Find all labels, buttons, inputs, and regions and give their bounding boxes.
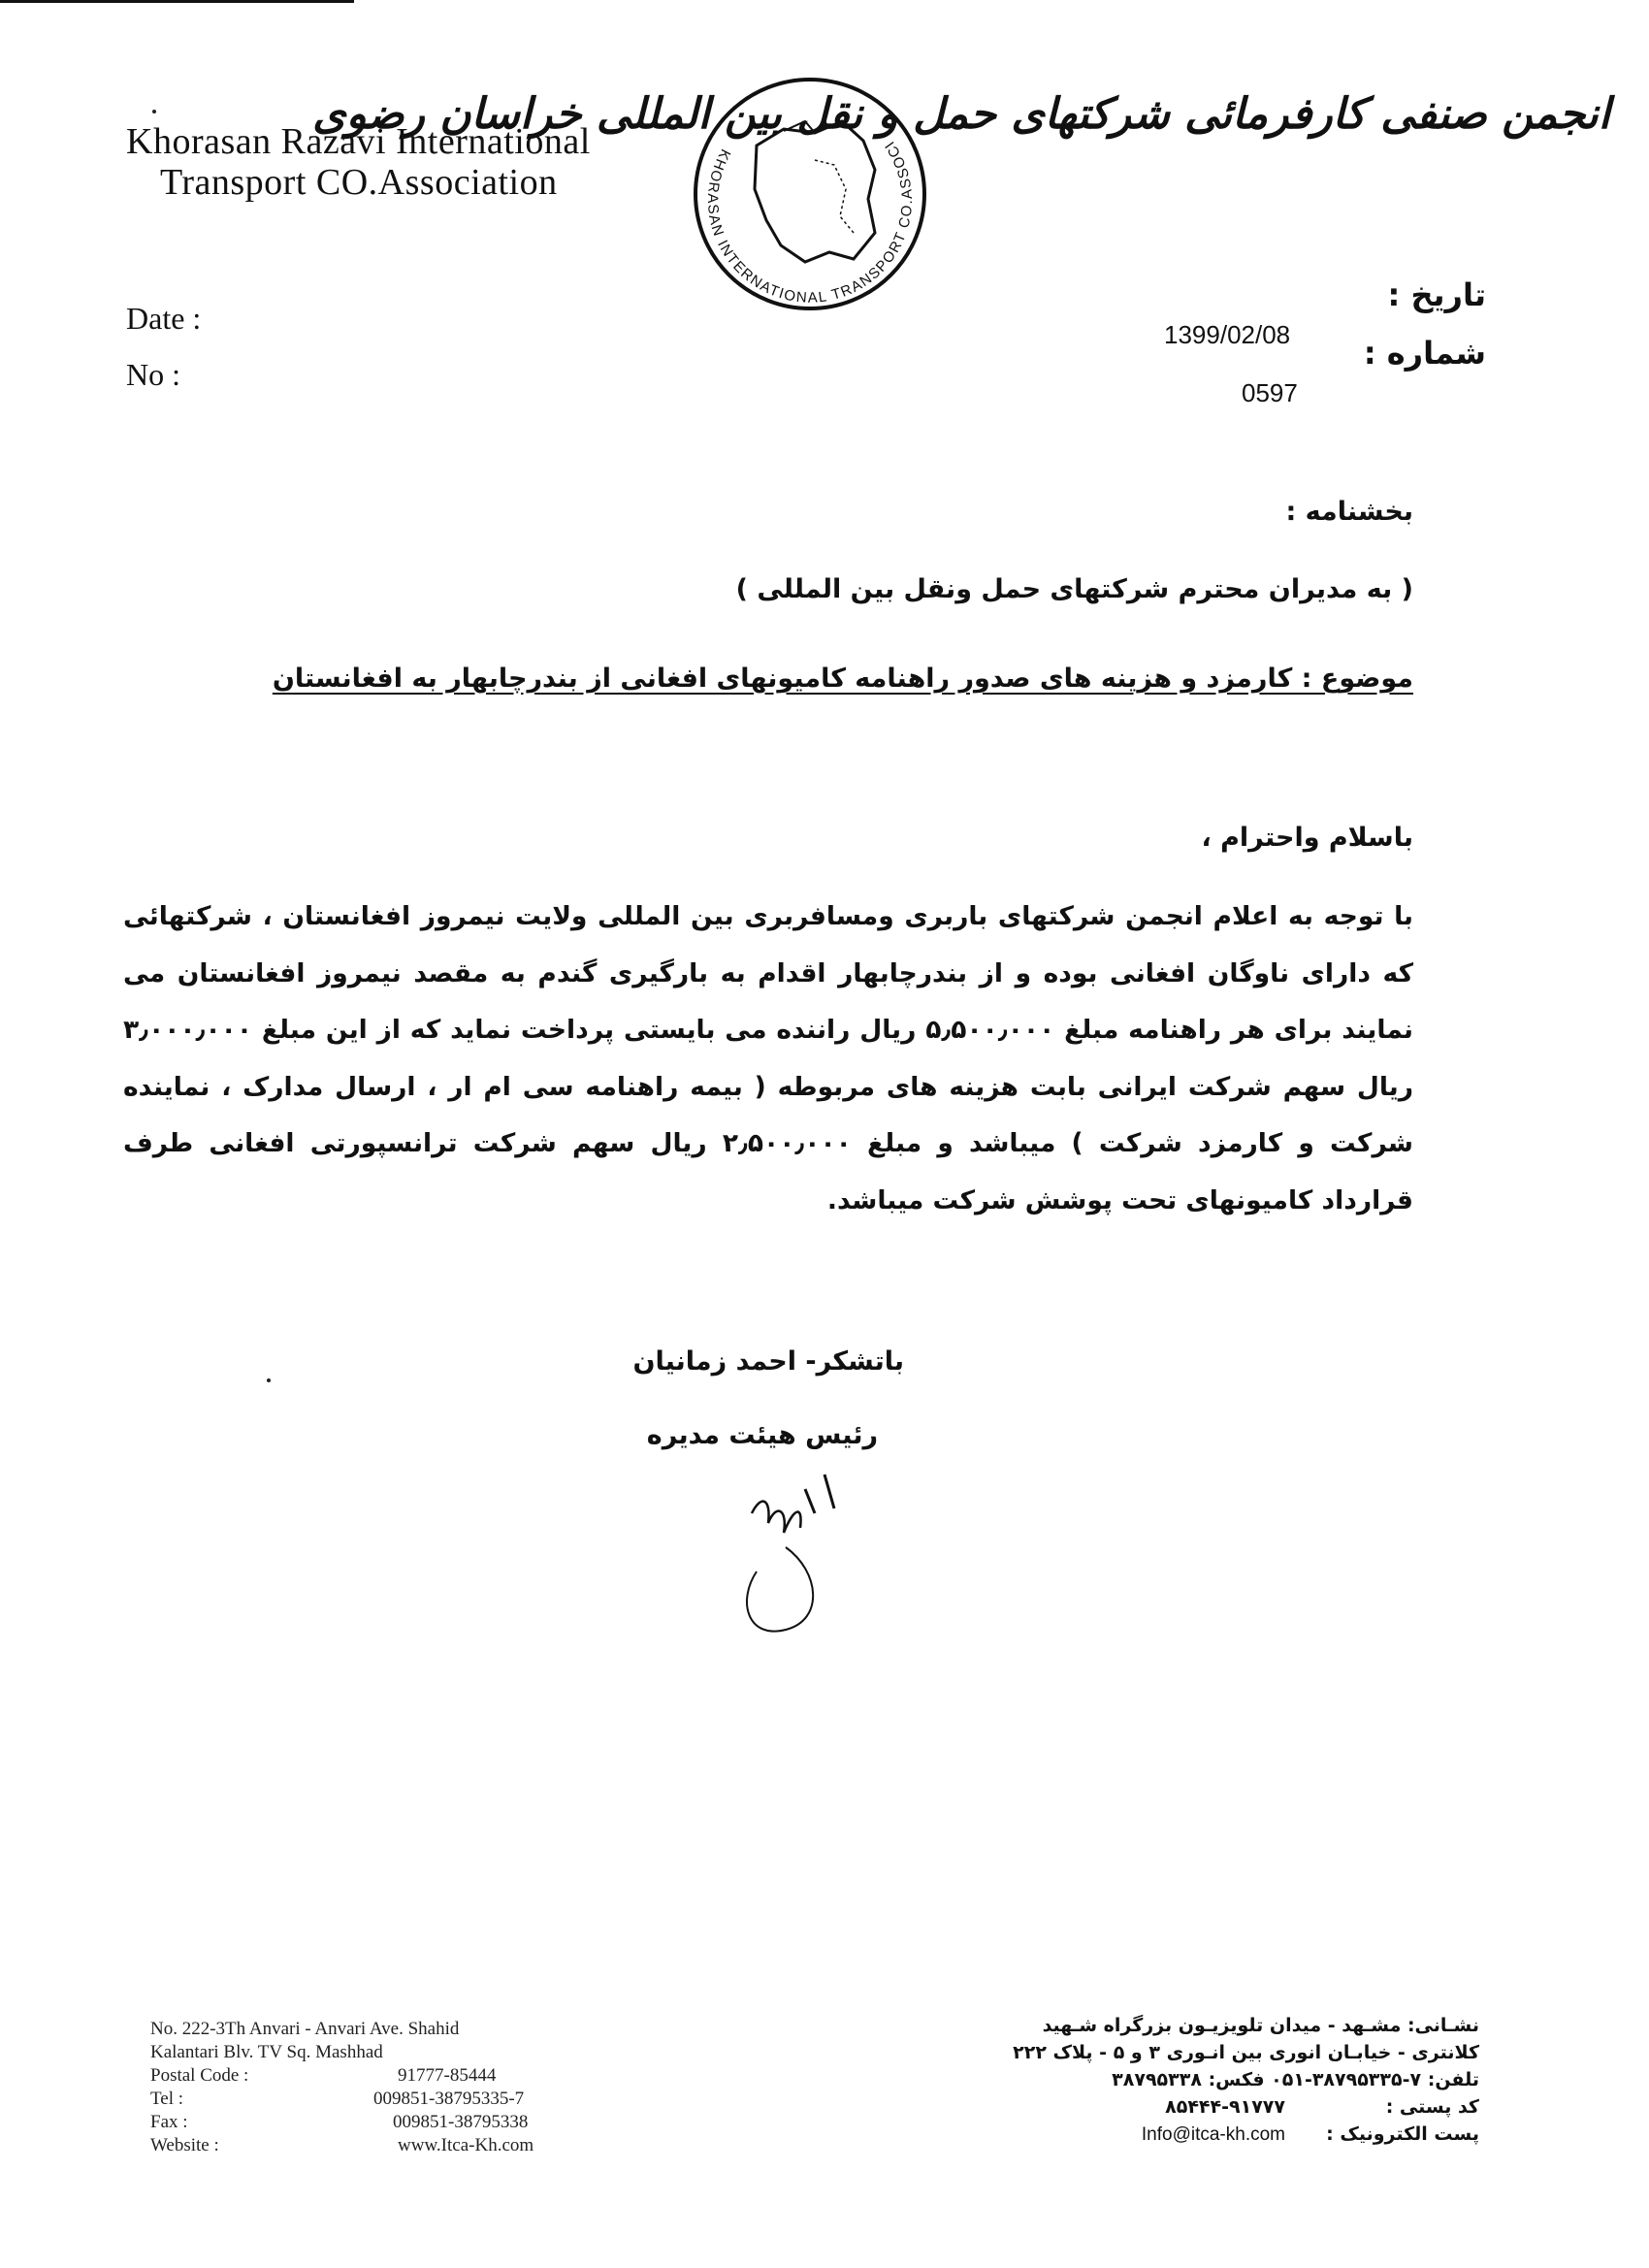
footer-website-row bbox=[150, 2134, 597, 2157]
postal-value: 91777-85444 bbox=[398, 2065, 497, 2086]
speck-mark bbox=[152, 110, 156, 113]
footer-address-fa-1: نشـانی: مشـهد - میدان تلویزیـون بزرگراه شـهید bbox=[1042, 2015, 1479, 2036]
org-name-en-line2: Transport CO.Association bbox=[160, 162, 558, 203]
subject-text: موضوع : کارمزد و هزینه های صدور راهنامه کامیونهای افغانی از بندرچابهار به افغانستان bbox=[272, 664, 1413, 694]
postal-label: Postal Code : bbox=[150, 2065, 249, 2086]
footer-phone-fa: تلفن: ۷-۳۸۷۹۵۳۳۵-۰۵۱ فکس: ۳۸۷۹۵۳۳۸ bbox=[1112, 2069, 1479, 2090]
footer-address-fa-2: کلانتری - خیابـان انوری بین انـوری ۳ و ۵ - پلاک ۲۲۲ bbox=[1013, 2042, 1479, 2063]
tel-label: Tel : bbox=[150, 2089, 184, 2109]
footer-postal-row bbox=[150, 2064, 597, 2088]
footer-address-en-1: No. 222-3Th Anvari - Anvari Ave. Shahid bbox=[150, 2019, 460, 2039]
postal-label-fa: کد پستی : bbox=[1385, 2096, 1479, 2118]
footer-email-fa-row bbox=[975, 2121, 1479, 2148]
footer-postal-fa-row bbox=[975, 2093, 1479, 2121]
website-label: Website : bbox=[150, 2135, 219, 2155]
website-link[interactable]: www.Itca-Kh.com bbox=[398, 2135, 534, 2155]
date-label-en: Date : bbox=[126, 301, 202, 336]
signatory-name: باتشکر- احمد زمانیان bbox=[632, 1346, 904, 1377]
tel-value: 009851-38795335-7 bbox=[373, 2089, 525, 2109]
number-label-en: No : bbox=[126, 357, 180, 392]
footer-contact-fa bbox=[975, 2012, 1479, 2148]
date-label-fa: تاریخ : bbox=[1387, 276, 1486, 313]
greeting: باسلام واحترام ، bbox=[1201, 823, 1413, 853]
signatory-role: رئیس هیئت مدیره bbox=[646, 1420, 878, 1450]
circular-heading: بخشنامه : bbox=[1285, 497, 1413, 527]
fax-value: 009851-38795338 bbox=[393, 2112, 529, 2132]
email-link[interactable]: Info@itca-kh.com bbox=[1141, 2124, 1285, 2145]
top-edge-line bbox=[0, 0, 354, 3]
footer-tel-row bbox=[150, 2088, 597, 2111]
speck-mark bbox=[267, 1378, 271, 1382]
org-name-fa: انجمن صنفی کارفرمائی شرکتهای حمل و نقل بین المللی خراسان رضوی bbox=[312, 89, 1610, 139]
fax-label: Fax : bbox=[150, 2112, 188, 2132]
number-label-fa: شماره : bbox=[1363, 335, 1486, 372]
footer-contact-en bbox=[150, 2018, 597, 2157]
date-value: 1399/02/08 bbox=[1164, 320, 1291, 349]
letter-body: با توجه به اعلام انجمن شرکتهای باربری ومسافربری بین المللی ولایت نیمروز افغانستان ، شرکتهائی که دارای ناوگان افغانی بوده و از بندرچابهار اقدام به بارگیری گندم به مقصد نیمروز افغانستان می نمایند برای هر راهنامه مبلغ ۵٫۵۰۰٫۰۰۰ ریال راننده می بایستی پرداخت نماید که از این مبلغ ۳٫۰۰۰٫۰۰۰ ریال سهم شرکت ایرانی بابت هزینه های مربوطه ( بیمه راهنامه سی ام ار ، ارسال مدارک ، نماینده شرکت و کارمزد شرکت ) میباشد و مبلغ ۲٫۵۰۰٫۰۰۰ ریال سهم شرکت ترانسپورتی افغانی طرف قرارداد کامیونهای تحت پوشش شرکت میباشد. bbox=[123, 901, 1413, 1215]
seal-text: KHORASAN INTERNATIONAL TRANSPORT CO.ASSOCI bbox=[703, 137, 917, 307]
org-name-en-line1: Khorasan Razavi International bbox=[126, 121, 591, 162]
signature-icon bbox=[679, 1455, 873, 1649]
email-label-fa: پست الکترونیک : bbox=[1326, 2123, 1479, 2145]
subject-line bbox=[249, 664, 1413, 694]
addressee-line: ( به مدیران محترم شرکتهای حمل ونقل بین المللی ) bbox=[735, 574, 1413, 604]
postal-value-fa: ۸۵۴۴۴-۹۱۷۷۷ bbox=[1165, 2096, 1285, 2118]
footer-fax-row bbox=[150, 2111, 597, 2134]
number-value: 0597 bbox=[1242, 378, 1298, 407]
footer-address-en-2: Kalantari Blv. TV Sq. Mashhad bbox=[150, 2042, 383, 2062]
